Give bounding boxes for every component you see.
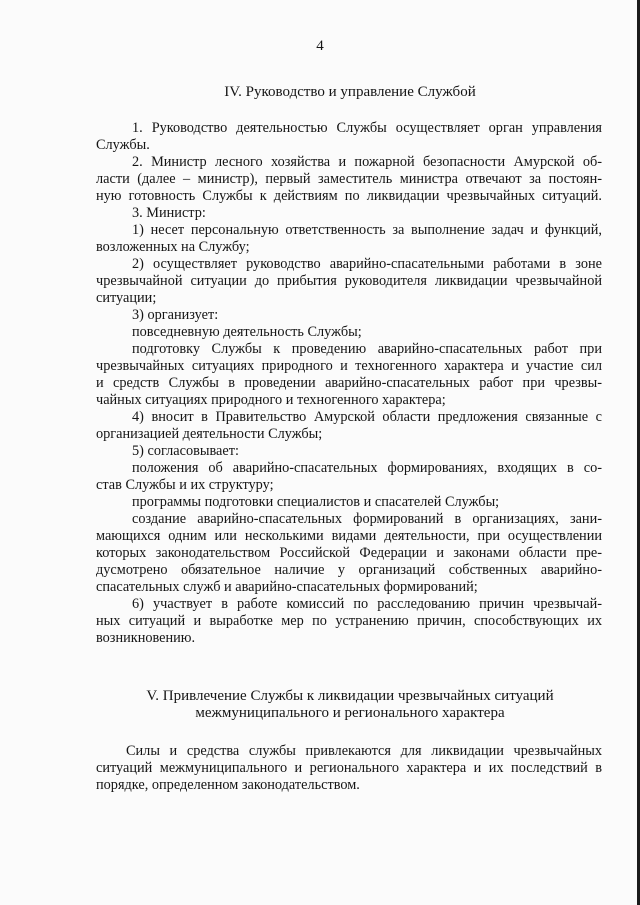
text-line: спасательных служб и аварийно-спасательных формирований; <box>96 579 478 595</box>
section-5-heading-line-2: межмуниципального и регионального характера <box>195 705 505 721</box>
text-line: став Службы и их структуру; <box>96 477 274 493</box>
section-5-heading <box>90 688 610 722</box>
text-line: ных ситуаций и выработке мер по устранению причин, способствующих их <box>96 613 602 629</box>
text-line: чрезвычайных ситуациях природного и техногенного характера и участие сил <box>96 358 602 374</box>
text-line: возложенных на Службу; <box>96 239 250 255</box>
text-line: 3. Министр: <box>132 205 206 221</box>
text-line: 5) согласовывает: <box>132 443 239 459</box>
text-line: мающихся одним или несколькими видами деятельности, при осуществлении <box>96 528 602 544</box>
text-line: 6) участвует в работе комиссий по расследованию причин чрезвычай- <box>132 596 602 612</box>
text-line: Службы. <box>96 137 150 153</box>
text-line: 2. Министр лесного хозяйства и пожарной безопасности Амурской об- <box>132 154 602 170</box>
text-line: подготовку Службы к проведению аварийно-спасательных работ при <box>132 341 602 357</box>
page-number: 4 <box>316 38 324 54</box>
text-line: организацией деятельности Службы; <box>96 426 323 442</box>
text-line: ситуаций межмуниципального и регионального характера и их последствий в <box>96 760 602 776</box>
text-line: повседневную деятельность Службы; <box>132 324 362 340</box>
section-5-heading-line-1: V. Привлечение Службы к ликвидации чрезвычайных ситуаций <box>146 688 554 704</box>
text-line: дусмотрено обязательное наличие у организаций собственных аварийно- <box>96 562 602 578</box>
text-line: Силы и средства службы привлекаются для ликвидации чрезвычайных <box>126 743 602 759</box>
text-line: и средств Службы в проведении аварийно-спасательных работ при чрезвы- <box>96 375 602 391</box>
text-line: чайных ситуациях природного и техногенного характера; <box>96 392 446 408</box>
text-line: программы подготовки специалистов и спасателей Службы; <box>132 494 500 510</box>
text-line: 1) несет персональную ответственность за выполнение задач и функций, <box>132 222 602 238</box>
text-line: создание аварийно-спасательных формирований в организациях, зани- <box>132 511 602 527</box>
text-line: ласти (далее – министр), первый заместитель министра отвечают за постоян- <box>96 171 602 187</box>
text-line: которых законодательством Российской Федерации и законами области пре- <box>96 545 602 561</box>
text-line: 2) осуществляет руководство аварийно-спасательными работами в зоне <box>132 256 602 272</box>
text-line: чрезвычайной ситуации до прибытия руководителя ликвидации чрезвычайной <box>96 273 602 289</box>
text-line: положения об аварийно-спасательных формированиях, входящих в со- <box>132 460 602 476</box>
text-line: ную готовность Службы к действиям по ликвидации чрезвычайных ситуаций. <box>96 188 602 204</box>
text-line: 1. Руководство деятельностью Службы осуществляет орган управления <box>132 120 602 136</box>
text-line: ситуации; <box>96 290 157 306</box>
text-line: порядке, определенном законодательством. <box>96 777 360 793</box>
section-4-heading: IV. Руководство и управление Службой <box>224 84 476 100</box>
text-line: возникновению. <box>96 630 196 646</box>
text-line: 3) организует: <box>132 307 219 323</box>
text-line: 4) вносит в Правительство Амурской области предложения связанные с <box>132 409 602 425</box>
